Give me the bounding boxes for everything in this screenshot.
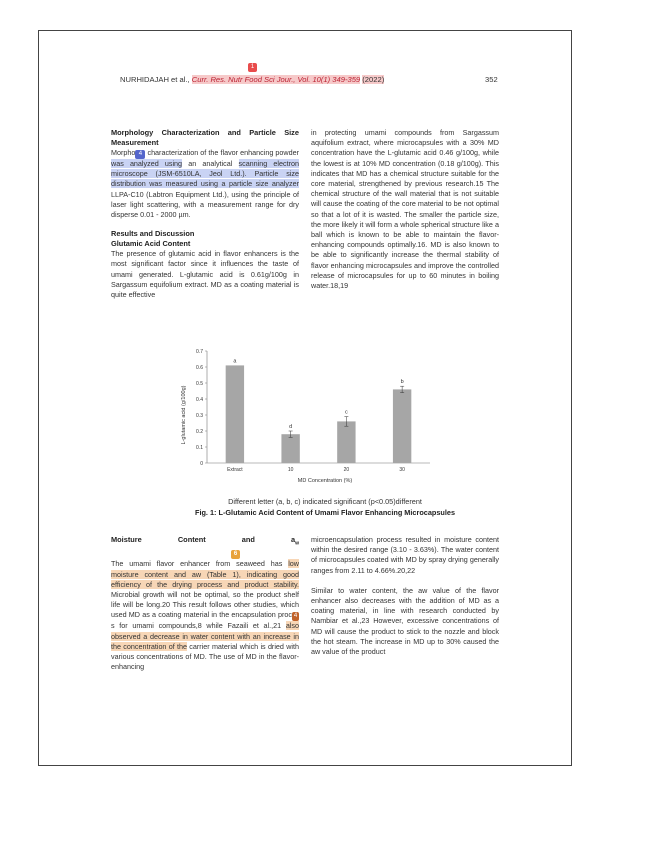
significance-letter: a	[233, 358, 237, 365]
y-tick-label: 0	[200, 460, 203, 467]
paragraph: The umami flavor enhancer from seaweed has low moisture content and aw (Table 1), indicating good efficiency of the drying process and product stability. Microbial growth will not be optimal, so the product shelf life will be long.20 This result follows other studies, which used MD as a coating material in the encapsulation proc 4s for umami compounds,8 while Fazaili et al.,21 also observed a decrease in water content with an increase in the concentration of the carrier material which is dried with various concentrations of MD. The use of MD in the flavor-enhancing	[111, 559, 299, 672]
bar	[393, 389, 411, 463]
highlight[interactable]: also observed a decrease in water content with an increase in the concentration of the	[111, 621, 299, 651]
y-axis-label: L-glutamic acid (g/100g)	[181, 385, 187, 445]
section-heading: Results and Discussion	[111, 229, 195, 239]
paragraph: Similar to water content, the aw value of the flavor enhancer also decreases with the addition of MD as a coating material, in line with research conducted by Nambiar et al.,23 However, excessive concentrations of MD will cause the product to stick to the nozzle and block the hot steam. The increase in MD up to 30% caused the aw value of the product	[311, 585, 499, 657]
annotation-marker[interactable]: 4	[135, 150, 145, 159]
paragraph: microencapsulation process resulted in moisture content within the desired range (3.10 - 3.63%). The water content of microcapsules coated with MD by spray drying generally ranges from 2.11 to 4.66%.20,22	[311, 535, 499, 575]
header-authors: NURHIDAJAH et al.,	[120, 75, 190, 84]
left-column-top	[111, 128, 299, 300]
annotation-marker[interactable]: 4	[293, 613, 298, 620]
y-tick-label: 0.3	[196, 412, 203, 419]
highlight[interactable]: was analyzed using	[111, 159, 183, 168]
annotation-marker[interactable]: 6	[231, 550, 240, 559]
annotation-marker[interactable]: 1	[248, 63, 257, 72]
y-tick-label: 0.2	[196, 428, 203, 435]
right-column-top	[311, 128, 499, 291]
header-year: (2022)	[362, 75, 385, 84]
paragraph: Morpho 4 characterization of the flavor enhancing powder was analyzed using an analytical scanning electron microscope (JSM-6510LA, Jeol Ltd.). Particle size distribution was measured using a particle size analyzer LLPA-C10 (Labtron Equipment Ltd.), using the principle of laser light scattering, with a measurement range for dry disperse 0.01 - 2000 µm.	[111, 148, 299, 220]
x-tick-label: Extract	[227, 467, 243, 473]
bar	[226, 365, 244, 463]
x-tick-label: 20	[343, 467, 350, 473]
right-column-bottom	[311, 535, 499, 657]
page-number: 352	[485, 75, 498, 84]
significance-letter: c	[345, 409, 348, 416]
section-heading: Morphology Characterization and Particle Size Measurement	[111, 128, 299, 147]
bar	[337, 421, 355, 463]
section-heading: Moisture Content and $a_w$ 6	[111, 535, 299, 558]
left-column-bottom	[111, 535, 299, 673]
y-tick-label: 0.4	[196, 396, 203, 403]
chart-bars	[226, 358, 412, 473]
subsection-heading: Glutamic Acid Content	[111, 239, 191, 249]
highlight[interactable]: scanning electron microscope (JSM-6510LA, Jeol Ltd.). Particle size distribution was measured using a particle size analyzer	[111, 159, 299, 189]
x-axis-label: MD Concentration (%)	[297, 478, 353, 484]
bar	[281, 434, 299, 463]
significance-letter: b	[400, 379, 404, 386]
paragraph: The presence of glutamic acid in flavor enhancers is the most significant factor since it influences the taste of umami generated. L-glutamic acid is 0.61g/100g in Sargassum equifolium extract. MD as a coating material is quite effective	[111, 249, 299, 300]
x-tick-label: 10	[287, 467, 294, 473]
paragraph: in protecting umami compounds from Sargassum aquifolium extract, where microcapsules with a 30% MD concentration have the L-glutamic acid 0.46 g/100g, while the lowest is at 10% MD concentration (0.18 g/100g). This indicates that MD has a chemical structure suitable for the core material, strengthened by previous research.15 The chemical structure of the wall material that is not suitable will cause the coating of the core material to be not optimal so that a lot of it is wasted. The smaller the particle size, the more likely it will form a whole spherical structure like a ball which is known to be able to maintain the flavor-enhancing compounds optimally.16. MD is also known to be able to significantly increase the thermal stability of flavor enhancing microcapsules and improve the controlled release of microcapsules for up to 60 minutes in boiling water.18,19	[311, 128, 499, 291]
x-tick-label: 30	[399, 467, 405, 473]
y-tick-label: 0.7	[196, 348, 203, 355]
y-tick-label: 0.5	[196, 380, 203, 387]
y-tick-label: 0.6	[196, 364, 203, 371]
y-tick-label: 0.1	[196, 444, 203, 451]
bar-chart	[175, 345, 440, 485]
running-header	[120, 64, 498, 84]
header-journal: Curr. Res. Nutr Food Sci Jour., Vol. 10(1) 349-359	[191, 75, 361, 84]
figure-caption: Fig. 1: L-Glutamic Acid Content of Umami Flavor Enhancing Microcapsules	[194, 508, 456, 517]
figure-note: Different letter (a, b, c) indicated significant (p<0.05)different	[228, 497, 422, 506]
highlight[interactable]: low moisture content and aw (Table 1), indicating good efficiency of the drying process and product stability.	[111, 559, 299, 589]
significance-letter: d	[289, 424, 293, 430]
